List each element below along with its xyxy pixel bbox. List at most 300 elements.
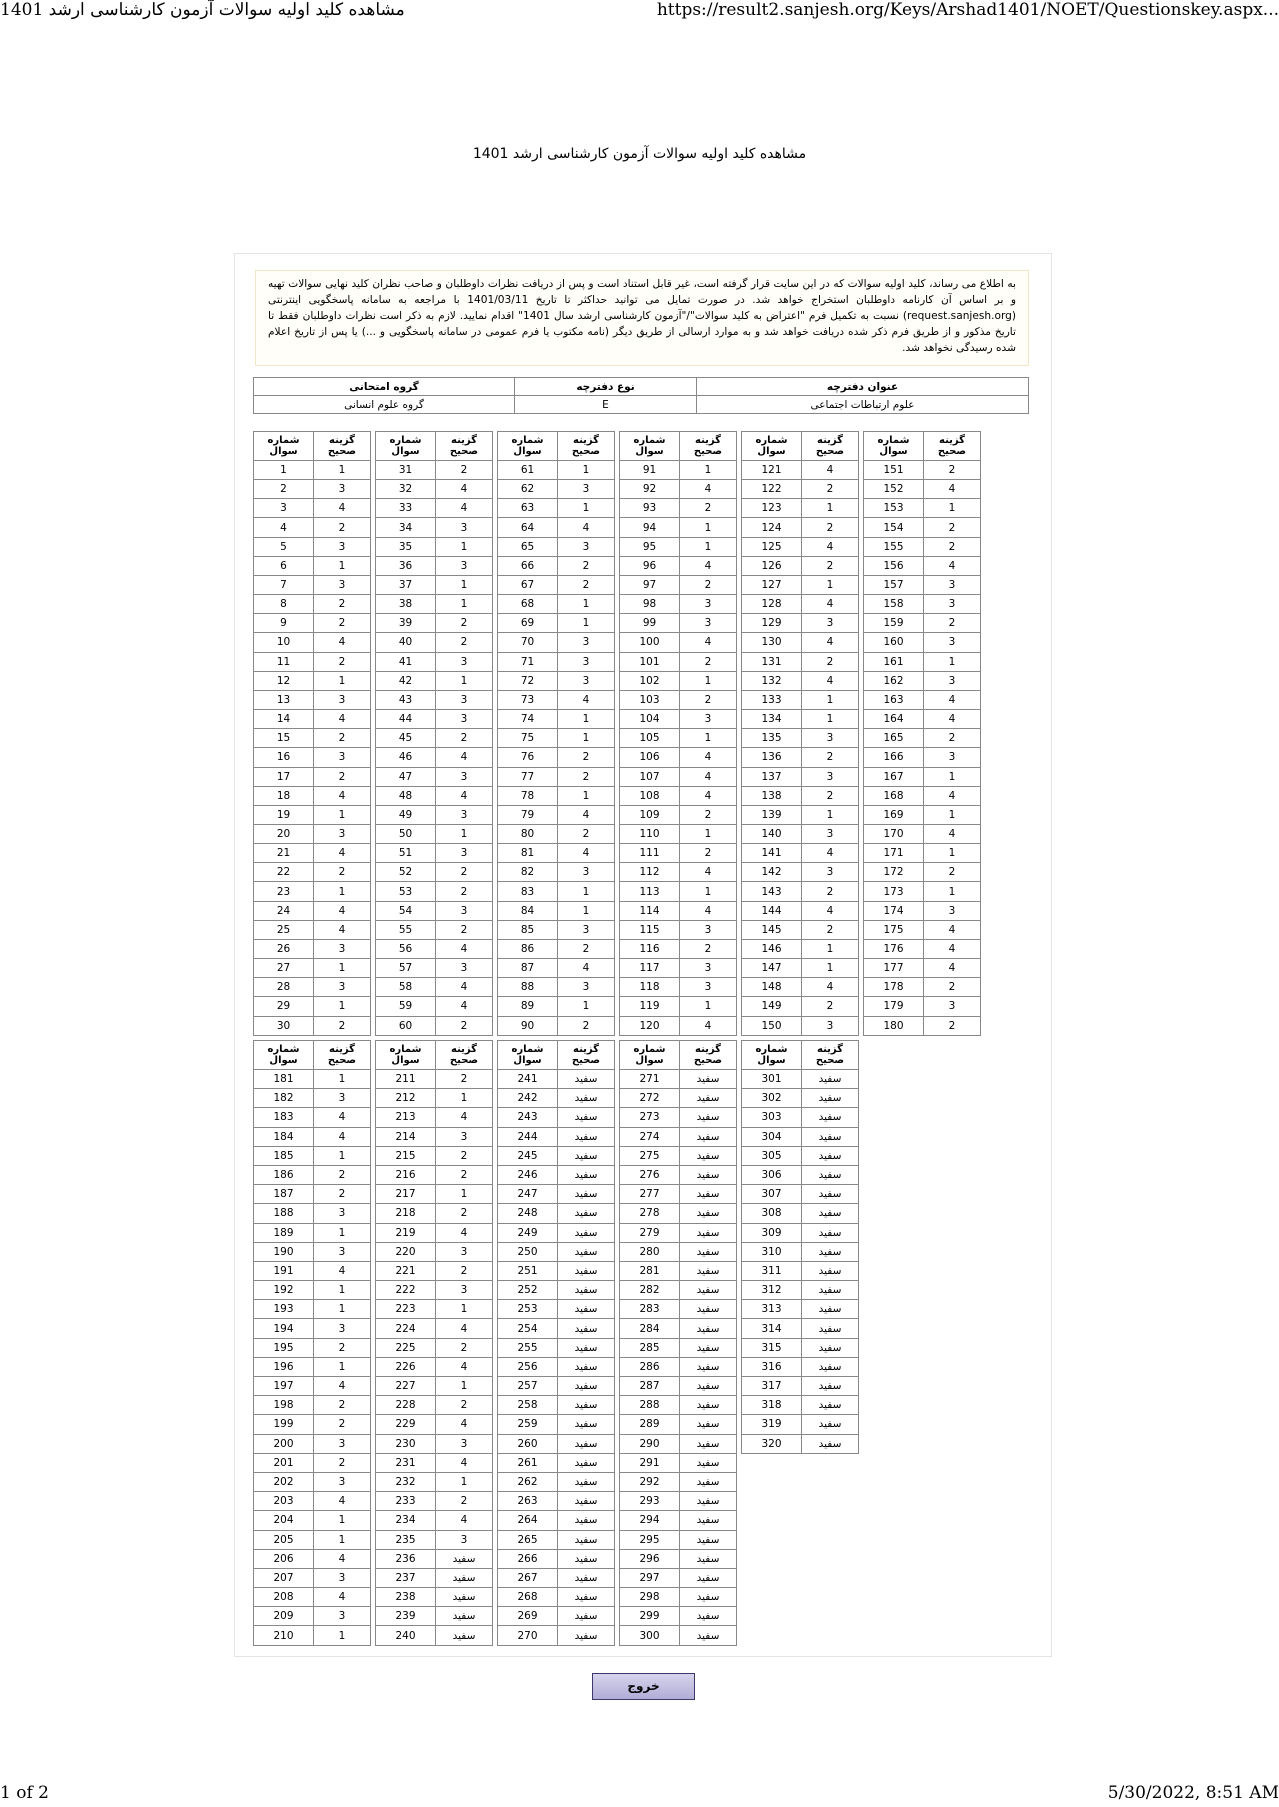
- correct-answer: 1: [558, 729, 615, 748]
- question-number: 148: [742, 978, 802, 997]
- correct-answer: 4: [436, 499, 493, 518]
- table-row: [498, 939, 615, 958]
- table-row: [742, 786, 859, 805]
- table-row: [742, 556, 859, 575]
- question-number-header: شماره سوال: [620, 432, 680, 461]
- table-row: [376, 978, 493, 997]
- question-number: 168: [864, 786, 924, 805]
- correct-answer: 1: [680, 518, 737, 537]
- question-number: 13: [254, 690, 314, 709]
- question-number: 200: [254, 1434, 314, 1453]
- correct-answer: 2: [314, 614, 371, 633]
- correct-answer: 2: [558, 824, 615, 843]
- table-row: [620, 1204, 737, 1223]
- question-number: 90: [498, 1016, 558, 1035]
- table-row: [620, 882, 737, 901]
- correct-answer: 3: [924, 595, 981, 614]
- correct-answer: سفید: [680, 1185, 737, 1204]
- correct-answer: 1: [314, 1626, 371, 1645]
- question-number: 113: [620, 882, 680, 901]
- question-number: 8: [254, 595, 314, 614]
- correct-answer: 4: [802, 901, 859, 920]
- question-number: 118: [620, 978, 680, 997]
- table-row: [254, 690, 371, 709]
- correct-answer: 3: [436, 1530, 493, 1549]
- correct-answer: 3: [558, 537, 615, 556]
- table-row: [376, 1261, 493, 1280]
- correct-answer: 4: [314, 901, 371, 920]
- question-number: 305: [742, 1146, 802, 1165]
- question-number: 71: [498, 652, 558, 671]
- table-row: [376, 1016, 493, 1035]
- table-row: [376, 805, 493, 824]
- table-row: [620, 978, 737, 997]
- question-number: 197: [254, 1377, 314, 1396]
- table-row: [620, 595, 737, 614]
- table-row: [742, 671, 859, 690]
- question-number: 75: [498, 729, 558, 748]
- table-row: [620, 537, 737, 556]
- correct-answer: سفید: [802, 1415, 859, 1434]
- question-number: 100: [620, 633, 680, 652]
- question-number: 272: [620, 1089, 680, 1108]
- table-row: [498, 805, 615, 824]
- correct-answer: 4: [436, 997, 493, 1016]
- table-row: [620, 710, 737, 729]
- table-row: [742, 1281, 859, 1300]
- correct-answer: سفید: [680, 1568, 737, 1587]
- question-number: 142: [742, 863, 802, 882]
- correct-answer-header: گزینه صحیح: [314, 432, 371, 461]
- question-number: 99: [620, 614, 680, 633]
- question-number-header: شماره سوال: [742, 432, 802, 461]
- correct-answer: 4: [436, 786, 493, 805]
- question-number: 225: [376, 1338, 436, 1357]
- question-number: 188: [254, 1204, 314, 1223]
- question-number: 295: [620, 1530, 680, 1549]
- correct-answer: 1: [680, 997, 737, 1016]
- table-row: [864, 537, 981, 556]
- correct-answer: 2: [558, 767, 615, 786]
- correct-answer: 2: [436, 1016, 493, 1035]
- question-number: 273: [620, 1108, 680, 1127]
- correct-answer: 4: [436, 1223, 493, 1242]
- correct-answer: 3: [436, 1434, 493, 1453]
- question-number: 157: [864, 575, 924, 594]
- question-number: 26: [254, 939, 314, 958]
- question-number: 20: [254, 824, 314, 843]
- correct-answer-header: گزینه صحیح: [314, 1041, 371, 1070]
- table-row: [254, 595, 371, 614]
- table-row: [376, 1300, 493, 1319]
- question-number: 249: [498, 1223, 558, 1242]
- table-row: [254, 1089, 371, 1108]
- question-number: 265: [498, 1530, 558, 1549]
- correct-answer: 2: [924, 518, 981, 537]
- table-row: [376, 633, 493, 652]
- correct-answer: سفید: [680, 1223, 737, 1242]
- question-number: 39: [376, 614, 436, 633]
- answer-key-table: [253, 431, 371, 1036]
- question-number: 34: [376, 518, 436, 537]
- correct-answer: 4: [314, 786, 371, 805]
- question-number: 313: [742, 1300, 802, 1319]
- table-row: [498, 1568, 615, 1587]
- correct-answer: سفید: [802, 1377, 859, 1396]
- question-number: 218: [376, 1204, 436, 1223]
- table-row: [498, 614, 615, 633]
- question-number: 96: [620, 556, 680, 575]
- table-row: [376, 1146, 493, 1165]
- question-number-header: شماره سوال: [864, 432, 924, 461]
- table-row: [498, 575, 615, 594]
- table-row: [864, 690, 981, 709]
- table-row: [742, 1108, 859, 1127]
- question-number: 213: [376, 1108, 436, 1127]
- table-row: [376, 729, 493, 748]
- question-number: 297: [620, 1568, 680, 1587]
- question-number: 161: [864, 652, 924, 671]
- question-number: 5: [254, 537, 314, 556]
- table-row: [376, 1568, 493, 1587]
- question-number: 67: [498, 575, 558, 594]
- table-row: [620, 614, 737, 633]
- table-row: [254, 480, 371, 499]
- question-number: 171: [864, 844, 924, 863]
- table-row: [864, 461, 981, 480]
- correct-answer: 2: [802, 882, 859, 901]
- table-row: [620, 1357, 737, 1376]
- table-row: [620, 767, 737, 786]
- table-row: [254, 556, 371, 575]
- table-row: [620, 1165, 737, 1184]
- table-row: [376, 1204, 493, 1223]
- correct-answer: 3: [436, 901, 493, 920]
- table-row: [376, 1070, 493, 1089]
- table-row: [620, 1396, 737, 1415]
- correct-answer: سفید: [558, 1549, 615, 1568]
- table-row: [254, 1204, 371, 1223]
- correct-answer: سفید: [680, 1204, 737, 1223]
- correct-answer: سفید: [680, 1127, 737, 1146]
- correct-answer: 3: [314, 480, 371, 499]
- question-number: 275: [620, 1146, 680, 1165]
- table-row: [254, 614, 371, 633]
- table-row: [376, 575, 493, 594]
- question-number: 227: [376, 1377, 436, 1396]
- table-row: [742, 1146, 859, 1165]
- question-number: 270: [498, 1626, 558, 1645]
- question-number: 19: [254, 805, 314, 824]
- question-number: 269: [498, 1607, 558, 1626]
- correct-answer: سفید: [558, 1070, 615, 1089]
- table-row: [620, 1127, 737, 1146]
- correct-answer: سفید: [558, 1396, 615, 1415]
- correct-answer: 4: [314, 1127, 371, 1146]
- question-number: 125: [742, 537, 802, 556]
- question-number: 289: [620, 1415, 680, 1434]
- answer-key-table: [741, 1040, 859, 1454]
- correct-answer: 1: [802, 575, 859, 594]
- correct-answer: 4: [680, 786, 737, 805]
- correct-answer: 2: [680, 575, 737, 594]
- table-row: [254, 786, 371, 805]
- question-number: 54: [376, 901, 436, 920]
- table-row: [620, 556, 737, 575]
- correct-answer: سفید: [802, 1127, 859, 1146]
- table-row: [376, 824, 493, 843]
- question-number: 92: [620, 480, 680, 499]
- print-url: https://result2.sanjesh.org/Keys/Arshad1401/NOET/Questionskey.aspx...: [656, 0, 1279, 20]
- correct-answer: 3: [558, 652, 615, 671]
- table-row: [620, 499, 737, 518]
- table-row: [498, 652, 615, 671]
- question-number: 279: [620, 1223, 680, 1242]
- question-number: 110: [620, 824, 680, 843]
- question-number: 130: [742, 633, 802, 652]
- table-row: [742, 1261, 859, 1280]
- table-row: [254, 1223, 371, 1242]
- question-number: 294: [620, 1511, 680, 1530]
- table-row: [620, 901, 737, 920]
- correct-answer: 4: [436, 978, 493, 997]
- table-row: [864, 671, 981, 690]
- correct-answer: 1: [314, 1146, 371, 1165]
- correct-answer: 2: [436, 1146, 493, 1165]
- question-number: 320: [742, 1434, 802, 1453]
- table-row: [620, 920, 737, 939]
- table-row: [742, 1319, 859, 1338]
- correct-answer: 2: [802, 786, 859, 805]
- table-row: [742, 863, 859, 882]
- correct-answer: سفید: [802, 1204, 859, 1223]
- table-row: [498, 901, 615, 920]
- table-row: [864, 882, 981, 901]
- correct-answer: 3: [924, 671, 981, 690]
- correct-answer: 1: [924, 499, 981, 518]
- question-number: 315: [742, 1338, 802, 1357]
- table-row: [620, 518, 737, 537]
- question-number: 140: [742, 824, 802, 843]
- table-row: [376, 1357, 493, 1376]
- correct-answer: 3: [802, 767, 859, 786]
- table-row: [254, 1261, 371, 1280]
- correct-answer: 2: [314, 1453, 371, 1472]
- correct-answer: 1: [680, 461, 737, 480]
- correct-answer: 2: [436, 1396, 493, 1415]
- table-row: [864, 959, 981, 978]
- correct-answer: 1: [314, 556, 371, 575]
- correct-answer: 2: [680, 690, 737, 709]
- question-number: 15: [254, 729, 314, 748]
- correct-answer: 3: [436, 652, 493, 671]
- correct-answer: سفید: [680, 1242, 737, 1261]
- correct-answer: سفید: [680, 1281, 737, 1300]
- correct-answer: سفید: [558, 1588, 615, 1607]
- correct-answer: سفید: [802, 1089, 859, 1108]
- question-number: 51: [376, 844, 436, 863]
- question-number: 250: [498, 1242, 558, 1261]
- question-number: 253: [498, 1300, 558, 1319]
- table-row: [620, 1300, 737, 1319]
- correct-answer: 3: [436, 1127, 493, 1146]
- correct-answer-header: گزینه صحیح: [436, 1041, 493, 1070]
- correct-answer: 2: [802, 997, 859, 1016]
- correct-answer: 2: [314, 729, 371, 748]
- question-number: 262: [498, 1472, 558, 1491]
- question-number: 73: [498, 690, 558, 709]
- table-row: [498, 997, 615, 1016]
- correct-answer: سفید: [680, 1146, 737, 1165]
- question-number: 248: [498, 1204, 558, 1223]
- table-row: [620, 863, 737, 882]
- question-number: 164: [864, 710, 924, 729]
- question-number: 111: [620, 844, 680, 863]
- question-number: 198: [254, 1396, 314, 1415]
- question-number: 30: [254, 1016, 314, 1035]
- correct-answer: 4: [924, 690, 981, 709]
- question-number: 40: [376, 633, 436, 652]
- question-number: 45: [376, 729, 436, 748]
- correct-answer: 3: [314, 1242, 371, 1261]
- question-number: 259: [498, 1415, 558, 1434]
- question-number: 290: [620, 1434, 680, 1453]
- correct-answer: سفید: [558, 1165, 615, 1184]
- question-number: 79: [498, 805, 558, 824]
- table-row: [254, 920, 371, 939]
- question-number: 222: [376, 1281, 436, 1300]
- correct-answer: 3: [436, 518, 493, 537]
- question-number: 101: [620, 652, 680, 671]
- correct-answer: 3: [436, 710, 493, 729]
- table-row: [498, 1146, 615, 1165]
- table-row: [498, 1319, 615, 1338]
- table-row: [620, 939, 737, 958]
- correct-answer: سفید: [558, 1108, 615, 1127]
- question-number: 2: [254, 480, 314, 499]
- table-row: [742, 1089, 859, 1108]
- question-number: 256: [498, 1357, 558, 1376]
- table-row: [376, 652, 493, 671]
- question-number: 311: [742, 1261, 802, 1280]
- correct-answer: سفید: [436, 1626, 493, 1645]
- correct-answer: 4: [436, 1357, 493, 1376]
- print-page-title: مشاهده کلید اولیه سوالات آزمون کارشناسی ارشد 1401: [0, 0, 405, 20]
- correct-answer: 1: [558, 614, 615, 633]
- question-number: 129: [742, 614, 802, 633]
- correct-answer: 1: [314, 1357, 371, 1376]
- table-row: [742, 614, 859, 633]
- correct-answer: 2: [436, 863, 493, 882]
- question-number: 102: [620, 671, 680, 690]
- table-row: [498, 1242, 615, 1261]
- correct-answer: سفید: [558, 1261, 615, 1280]
- correct-answer: 4: [680, 901, 737, 920]
- question-number: 216: [376, 1165, 436, 1184]
- question-number: 135: [742, 729, 802, 748]
- table-row: [376, 748, 493, 767]
- question-number: 239: [376, 1607, 436, 1626]
- question-number: 238: [376, 1588, 436, 1607]
- correct-answer-header: گزینه صحیح: [680, 432, 737, 461]
- correct-answer: سفید: [680, 1108, 737, 1127]
- correct-answer: 1: [436, 671, 493, 690]
- correct-answer: 1: [924, 767, 981, 786]
- question-number: 179: [864, 997, 924, 1016]
- question-number: 181: [254, 1070, 314, 1089]
- correct-answer: سفید: [558, 1472, 615, 1491]
- correct-answer: 4: [558, 690, 615, 709]
- question-number: 282: [620, 1281, 680, 1300]
- exam-group-header: گروه امتحانی: [254, 378, 515, 396]
- correct-answer: 4: [558, 844, 615, 863]
- correct-answer: 4: [924, 959, 981, 978]
- correct-answer: 4: [314, 1377, 371, 1396]
- correct-answer: 2: [680, 844, 737, 863]
- correct-answer: سفید: [558, 1453, 615, 1472]
- table-row: [620, 1146, 737, 1165]
- question-number: 3: [254, 499, 314, 518]
- correct-answer: 2: [314, 518, 371, 537]
- correct-answer: سفید: [680, 1549, 737, 1568]
- correct-answer: سفید: [802, 1261, 859, 1280]
- page-number: 1 of 2: [0, 1783, 49, 1803]
- exit-button[interactable]: خروج: [592, 1673, 695, 1700]
- correct-answer: 3: [314, 1607, 371, 1626]
- table-row: [254, 1281, 371, 1300]
- table-row: [254, 978, 371, 997]
- question-number-header: شماره سوال: [254, 432, 314, 461]
- question-number: 55: [376, 920, 436, 939]
- correct-answer: 4: [802, 844, 859, 863]
- correct-answer: 2: [436, 1070, 493, 1089]
- booklet-title-header: عنوان دفترچه: [697, 378, 1029, 396]
- print-header: [0, 0, 1279, 26]
- question-number: 267: [498, 1568, 558, 1587]
- table-row: [620, 1626, 737, 1645]
- table-row: [498, 595, 615, 614]
- table-row: [742, 1338, 859, 1357]
- table-row: [376, 882, 493, 901]
- table-row: [376, 480, 493, 499]
- correct-answer: سفید: [802, 1396, 859, 1415]
- correct-answer: 2: [558, 939, 615, 958]
- answer-key-table: [497, 1040, 615, 1646]
- correct-answer: 3: [314, 939, 371, 958]
- correct-answer: 1: [680, 729, 737, 748]
- table-row: [376, 1453, 493, 1472]
- question-number: 251: [498, 1261, 558, 1280]
- table-row: [498, 633, 615, 652]
- question-number: 114: [620, 901, 680, 920]
- correct-answer: سفید: [680, 1511, 737, 1530]
- question-number: 139: [742, 805, 802, 824]
- correct-answer: 2: [558, 575, 615, 594]
- table-row: [254, 844, 371, 863]
- question-number: 137: [742, 767, 802, 786]
- correct-answer: 3: [802, 824, 859, 843]
- table-row: [620, 729, 737, 748]
- table-row: [620, 997, 737, 1016]
- correct-answer: 4: [802, 461, 859, 480]
- table-row: [742, 575, 859, 594]
- question-number: 228: [376, 1396, 436, 1415]
- table-row: [742, 537, 859, 556]
- question-number: 9: [254, 614, 314, 633]
- answer-key-table: [253, 1040, 371, 1646]
- question-number: 255: [498, 1338, 558, 1357]
- correct-answer: سفید: [802, 1281, 859, 1300]
